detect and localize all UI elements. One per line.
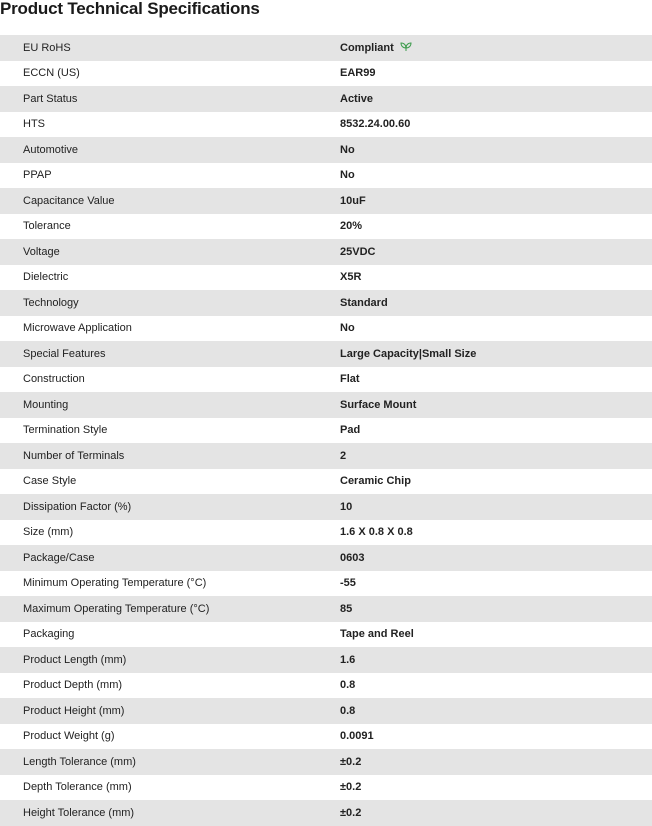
spec-row [0,443,652,469]
spec-value: -55 [340,577,356,590]
spec-row [0,341,652,367]
spec-name: Product Depth (mm) [23,679,123,692]
spec-value: Flat [340,373,360,386]
spec-name: Dissipation Factor (%) [23,500,132,513]
spec-value-cell [340,673,652,699]
spec-value: No [340,169,355,182]
spec-name: Microwave Application [23,322,132,335]
spec-table-body [0,35,652,826]
spec-name: Length Tolerance (mm) [23,755,136,768]
spec-value: No [340,322,355,335]
spec-row [0,137,652,163]
spec-value: 10uF [340,194,366,207]
spec-value: No [340,143,355,156]
leaf-icon [400,42,412,52]
spec-value: ±0.2 [340,806,362,819]
spec-name: Product Height (mm) [23,704,125,717]
spec-value-cell [340,112,652,138]
spec-row [0,749,652,775]
spec-row [0,520,652,546]
spec-name: Height Tolerance (mm) [23,806,135,819]
spec-row [0,494,652,520]
spec-name: Number of Terminals [23,449,125,462]
spec-name: Size (mm) [23,526,74,539]
spec-value-cell [340,290,652,316]
spec-row [0,622,652,648]
spec-name: HTS [23,118,45,131]
spec-value-cell [340,647,652,673]
spec-value: 1.6 [340,653,356,666]
spec-row [0,35,652,61]
spec-name: Construction [23,373,85,386]
spec-name: Voltage [23,245,60,258]
spec-value: Large Capacity|Small Size [340,347,477,360]
spec-row [0,239,652,265]
spec-value: 85 [340,602,353,615]
spec-value-cell [340,239,652,265]
spec-name: Capacitance Value [23,194,115,207]
spec-value: 8532.24.00.60 [340,118,411,131]
spec-value: 0.8 [340,704,356,717]
spec-value-cell [340,443,652,469]
spec-row [0,596,652,622]
spec-value-cell [340,545,652,571]
spec-value: ±0.2 [340,755,362,768]
spec-name: PPAP [23,169,52,182]
spec-name: Special Features [23,347,106,360]
spec-value-cell [340,163,652,189]
spec-name: Technology [23,296,79,309]
spec-value-cell [340,800,652,826]
spec-row [0,367,652,393]
spec-value: 1.6 X 0.8 X 0.8 [340,526,413,539]
spec-name: Packaging [23,628,75,641]
spec-row [0,112,652,138]
spec-value-cell [340,367,652,393]
spec-name: ECCN (US) [23,67,80,80]
spec-value-cell [340,749,652,775]
spec-name: Termination Style [23,424,108,437]
spec-value-cell [340,137,652,163]
spec-value-cell [340,188,652,214]
spec-row [0,290,652,316]
spec-name: Package/Case [23,551,95,564]
spec-value-cell [340,520,652,546]
spec-name: Minimum Operating Temperature (°C) [23,577,207,590]
spec-row [0,86,652,112]
spec-value-cell [340,316,652,342]
spec-value-cell [340,622,652,648]
spec-value: Compliant [340,41,394,54]
spec-value-cell [340,596,652,622]
spec-name: Automotive [23,143,79,156]
spec-value: 10 [340,500,353,513]
spec-value: 20% [340,220,363,233]
spec-row [0,469,652,495]
spec-row [0,392,652,418]
spec-row [0,698,652,724]
spec-value-cell [340,341,652,367]
spec-value: Surface Mount [340,398,417,411]
spec-value-cell [340,571,652,597]
spec-row [0,418,652,444]
spec-row [0,571,652,597]
spec-name: Case Style [23,475,77,488]
spec-value: Ceramic Chip [340,475,411,488]
spec-row [0,316,652,342]
spec-value: ±0.2 [340,781,362,794]
spec-value: Active [340,92,374,105]
spec-name: Product Length (mm) [23,653,127,666]
spec-name: Maximum Operating Temperature (°C) [23,602,210,615]
spec-value-cell [340,265,652,291]
spec-name: Part Status [23,92,78,105]
spec-value-cell [340,35,652,61]
spec-table [0,35,652,826]
spec-row [0,800,652,826]
spec-value-cell [340,86,652,112]
spec-row [0,673,652,699]
spec-value-cell [340,214,652,240]
spec-value: 0.0091 [340,730,374,743]
spec-value: X5R [340,271,362,284]
spec-name: Tolerance [23,220,71,233]
spec-name: EU RoHS [23,41,71,54]
page-title: Product Technical Specifications [0,0,260,18]
spec-value-cell [340,418,652,444]
spec-value: 2 [340,449,347,462]
spec-value-cell [340,775,652,801]
spec-row [0,163,652,189]
spec-row [0,545,652,571]
spec-value-cell [340,392,652,418]
spec-value: Pad [340,424,361,437]
spec-value: EAR99 [340,67,376,80]
spec-row [0,647,652,673]
spec-row [0,775,652,801]
spec-value-cell [340,61,652,87]
spec-value-cell [340,724,652,750]
spec-value: 25VDC [340,245,376,258]
spec-name: Product Weight (g) [23,730,115,743]
spec-name: Dielectric [23,271,69,284]
spec-value: 0.8 [340,679,356,692]
spec-value: Standard [340,296,388,309]
spec-value: Tape and Reel [340,628,414,641]
spec-row [0,214,652,240]
spec-row [0,265,652,291]
spec-row [0,724,652,750]
spec-name: Mounting [23,398,69,411]
spec-row [0,188,652,214]
spec-value-cell [340,698,652,724]
spec-name: Depth Tolerance (mm) [23,781,132,794]
spec-value-cell [340,469,652,495]
spec-value: 0603 [340,551,365,564]
spec-row [0,61,652,87]
spec-value-cell [340,494,652,520]
